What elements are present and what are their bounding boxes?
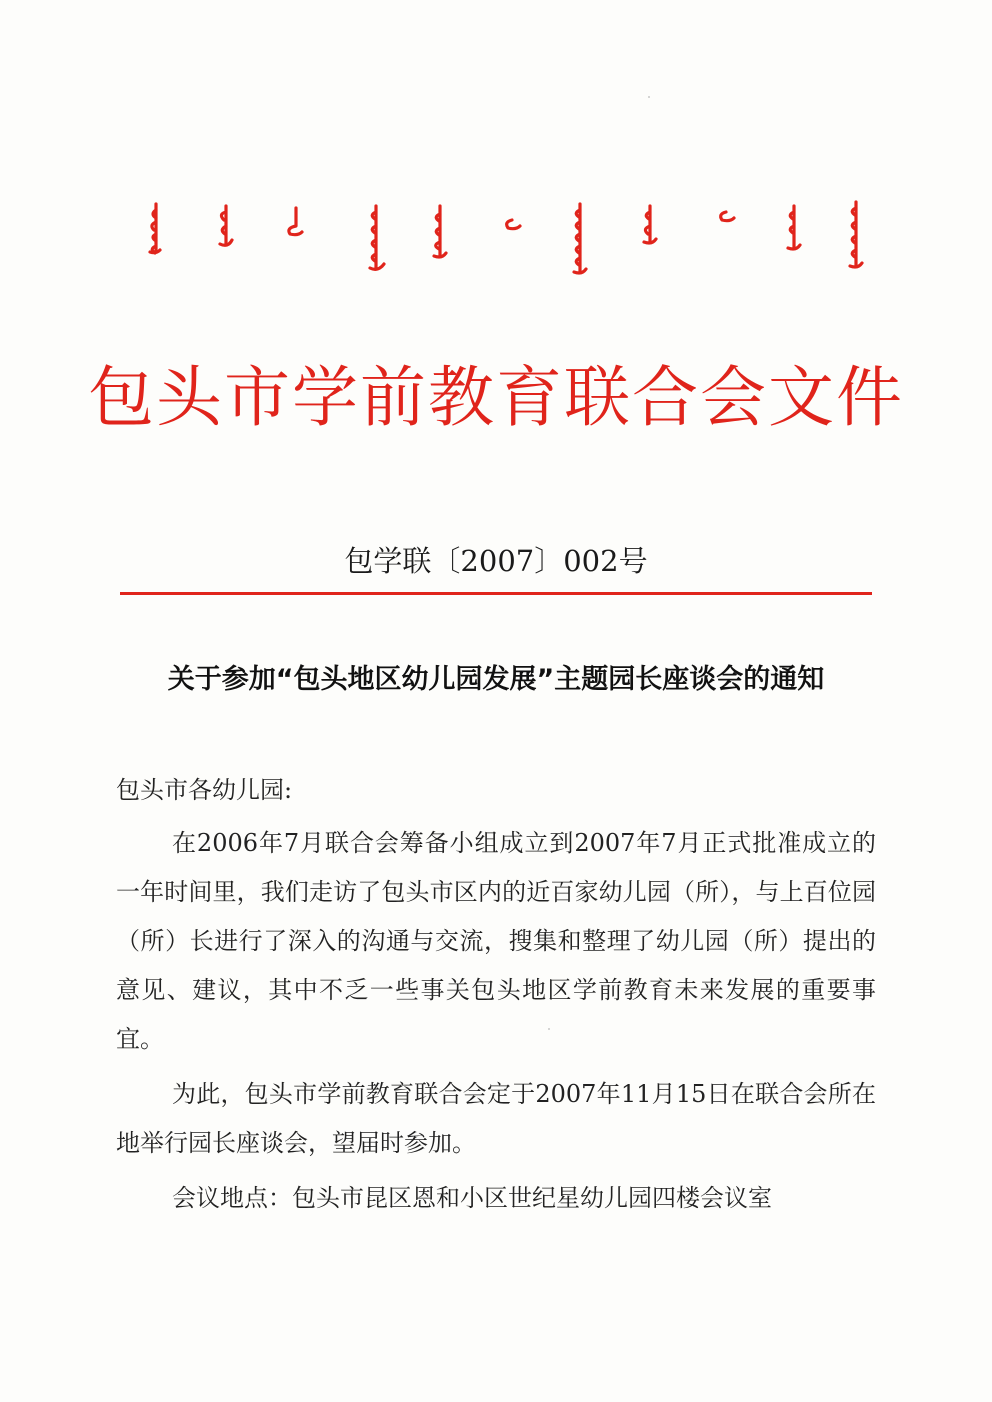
scan-speck [548, 1028, 550, 1030]
salutation: 包头市各幼儿园: [116, 776, 293, 804]
document-header-title: 包头市学前教育联合会文件 [88, 359, 904, 436]
red-divider-line [120, 592, 872, 595]
body-paragraph: 为此，包头市学前教育联合会定于2007年11月15日在联合会所在地举行园长座谈会，望届时参加。 [116, 1080, 876, 1157]
body-paragraph: 在2006年7月联合会筹备小组成立到2007年7月正式批准成立的一年时间里，我们走访了包头市区内的近百家幼儿园（所），与上百位园（所）长进行了深入的沟通与交流，搜集和整理了幼儿园（所）提出的意见、建议，其中不乏一些事关包头地区学前教育未来发展的重要事宜。 [116, 829, 876, 1053]
scan-speck [648, 96, 650, 98]
mongolian-script-header [140, 196, 880, 296]
notice-body [116, 766, 876, 1229]
document-number: 包学联〔2007〕002号 [344, 544, 648, 578]
meeting-location: 会议地点：包头市昆区恩和小区世纪星幼儿园四楼会议室 [172, 1184, 772, 1212]
mongolian-script-glyphs [140, 196, 880, 296]
notice-title: 关于参加“包头地区幼儿园发展”主题园长座谈会的通知 [167, 664, 825, 695]
